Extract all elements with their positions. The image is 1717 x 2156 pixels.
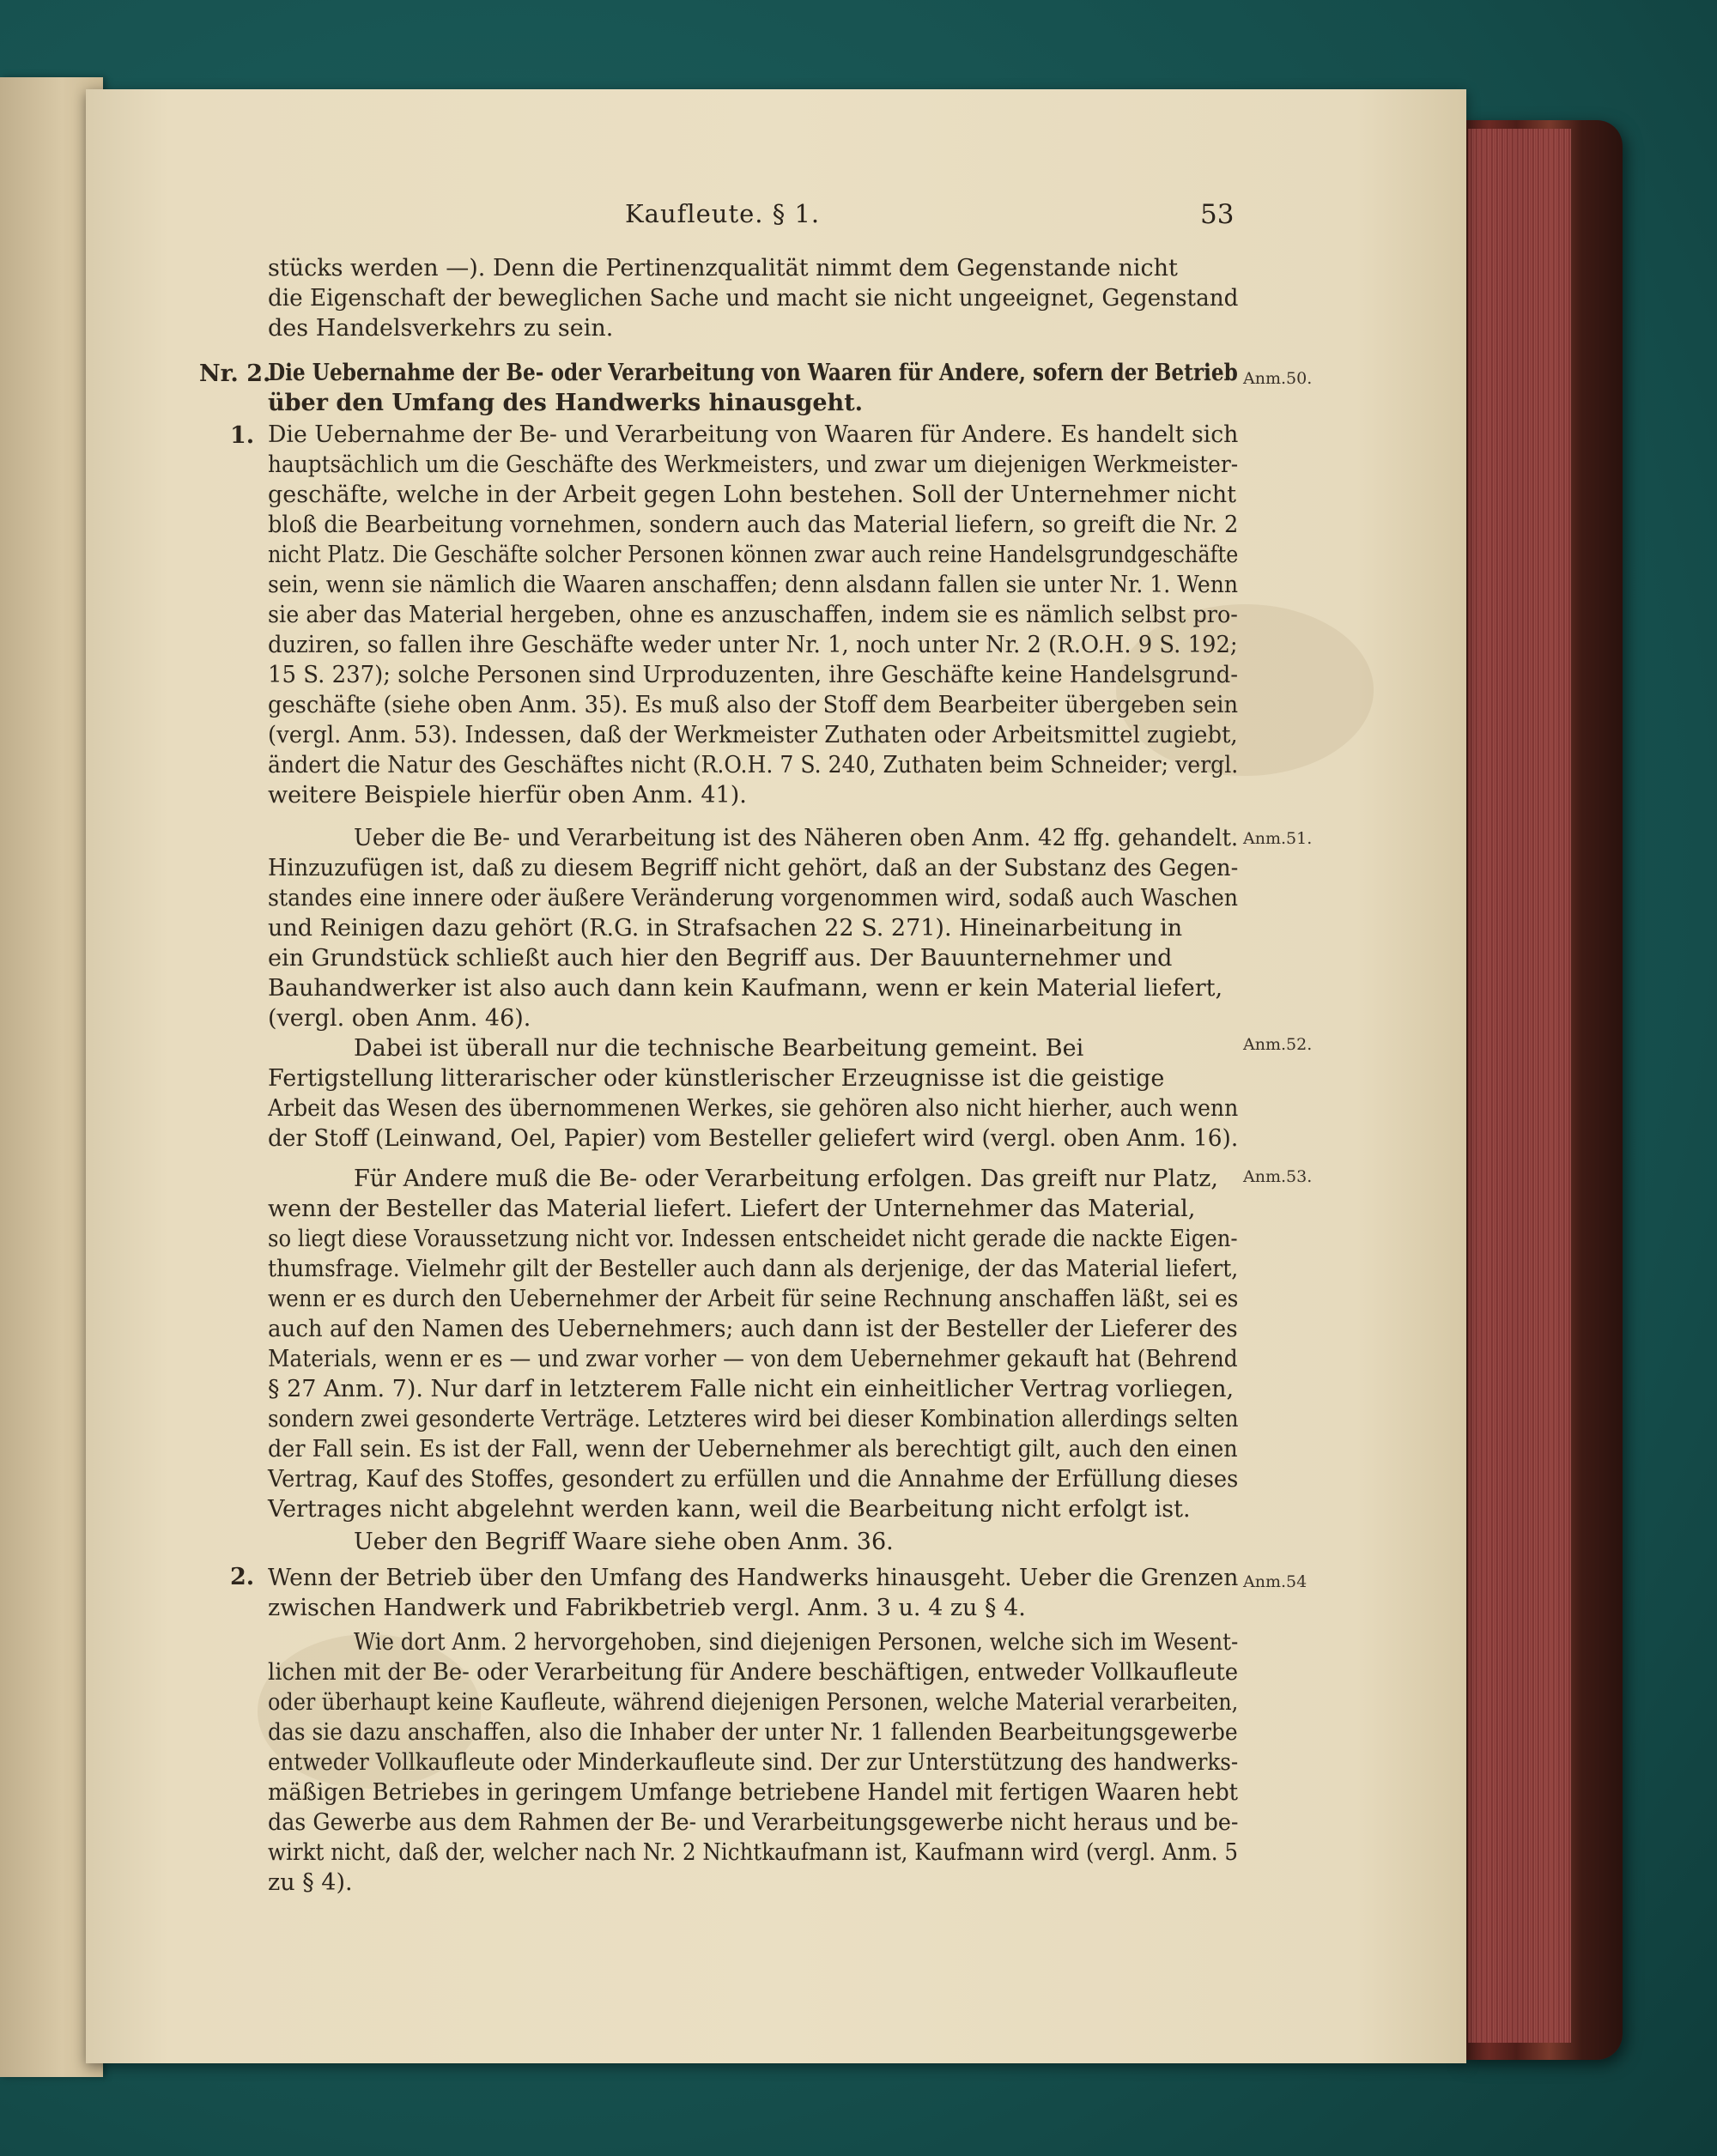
text-line: (vergl. oben Anm. 46). [268,1005,531,1032]
text-line: Wenn der Betrieb über den Umfang des Handwerks hinausgeht. Ueber die Grenzen [268,1565,1239,1591]
text-line: weitere Beispiele hierfür oben Anm. 41). [268,782,747,808]
text-line: entweder Vollkaufleute oder Minderkaufleute sind. Der zur Unterstützung des handwerks- [268,1749,1239,1776]
running-head: Kaufleute. § 1. [625,199,821,228]
text-line: Wie dort Anm. 2 hervorgehoben, sind diejenigen Personen, welche sich im Wesent- [354,1629,1239,1656]
text-line: standes eine innere oder äußere Veränderung vorgenommen wird, sodaß auch Waschen [268,885,1239,911]
text-line: Vertrag, Kauf des Stoffes, gesondert zu erfüllen und die Annahme der Erfüllung dieses [268,1466,1239,1493]
text-line: wenn der Besteller das Material liefert. Liefert der Unternehmer das Material, [268,1196,1196,1222]
text-line: Hinzuzufügen ist, daß zu diesem Begriff nicht gehört, daß an der Substanz des Gegen- [268,855,1239,881]
text-line: 15 S. 237); solche Personen sind Urproduzenten, ihre Geschäfte keine Handelsgrund- [268,662,1239,688]
text-line: und Reinigen dazu gehört (R.G. in Strafsachen 22 S. 271). Hineinarbeitung in [268,915,1183,942]
text-line: hauptsächlich um die Geschäfte des Werkmeisters, und zwar um diejenigen Werkmeister- [268,451,1239,478]
text-line: stücks werden —). Denn die Pertinenzqualität nimmt dem Gegenstande nicht [268,255,1178,282]
text-line: zu § 4). [268,1869,353,1896]
text-line: wirkt nicht, daß der, welcher nach Nr. 2 Nichtkaufmann ist, Kaufmann wird (vergl. Anm. 5 [268,1839,1239,1866]
text-line: geschäfte, welche in der Arbeit gegen Lohn bestehen. Soll der Unternehmer nicht [268,481,1236,508]
text-line: ein Grundstück schließt auch hier den Begriff aus. Der Bauunternehmer und [268,945,1173,972]
margin-note: Anm.51. [1243,829,1313,848]
text-line: oder überhaupt keine Kaufleute, während diejenigen Personen, welche Material verarbeiten, [268,1689,1239,1716]
margin-note: Anm.52. [1243,1035,1313,1054]
text-line: des Handelsverkehrs zu sein. [268,315,614,342]
text-line: Bauhandwerker ist also auch dann kein Kaufmann, wenn er kein Material liefert, [268,975,1223,1002]
text-line: geschäfte (siehe oben Anm. 35). Es muß also der Stoff dem Bearbeiter übergeben sein [268,692,1239,718]
text-line: lichen mit der Be- oder Verarbeitung für Andere beschäftigen, entweder Vollkaufleute [268,1659,1239,1686]
text-line: Dabei ist überall nur die technische Bearbeitung gemeint. Bei [354,1035,1084,1062]
text-line: thumsfrage. Vielmehr gilt der Besteller auch dann als derjenige, der das Material liefert, [268,1256,1239,1282]
text-line: ändert die Natur des Geschäftes nicht (R.O.H. 7 S. 240, Zuthaten beim Schneider; vergl. [268,752,1239,778]
text-line: das sie dazu anschaffen, also die Inhaber der unter Nr. 1 fallenden Bearbeitungsgewerbe [268,1719,1238,1746]
text-line: über den Umfang des Handwerks hinausgeht. [268,390,864,416]
text-line: § 27 Anm. 7). Nur darf in letzterem Falle nicht ein einheitlicher Vertrag vorliegen, [268,1376,1235,1402]
section-number: 1. [230,422,255,449]
text-line: sondern zwei gesonderte Verträge. Letzteres wird bei dieser Kombination allerdings selten [268,1406,1239,1432]
text-line: so liegt diese Voraussetzung nicht vor. Indessen entscheidet nicht gerade die nackte Eigen- [268,1226,1238,1252]
text-line: sie aber das Material hergeben, ohne es anzuschaffen, indem sie es nämlich selbst pro- [268,602,1238,628]
text-line: bloß die Bearbeitung vornehmen, sondern auch das Material liefern, so greift die Nr. 2 [268,512,1239,538]
text-line: Für Andere muß die Be- oder Verarbeitung erfolgen. Das greift nur Platz, [354,1166,1218,1192]
text-line: Die Uebernahme der Be- oder Verarbeitung von Waaren für Andere, sofern der Betrieb [268,360,1238,386]
section-number: 2. [230,1564,255,1590]
text-line: (vergl. Anm. 53). Indessen, daß der Werkmeister Zuthaten oder Arbeitsmittel zugiebt, [268,722,1238,748]
text-line: zwischen Handwerk und Fabrikbetrieb vergl. Anm. 3 u. 4 zu § 4. [268,1595,1026,1621]
text-line: duziren, so fallen ihre Geschäfte weder unter Nr. 1, noch unter Nr. 2 (R.O.H. 9 S. 192; [268,632,1238,658]
text-line: das Gewerbe aus dem Rahmen der Be- und Verarbeitungsgewerbe nicht heraus und be- [268,1809,1239,1836]
text-line: der Stoff (Leinwand, Oel, Papier) vom Besteller geliefert wird (vergl. oben Anm. 16). [268,1125,1239,1152]
margin-note: Anm.50. [1243,369,1313,388]
text-line: Ueber die Be- und Verarbeitung ist des Näheren oben Anm. 42 ffg. gehandelt. [354,825,1239,851]
section-number: Nr. 2. [199,360,271,387]
text-line: mäßigen Betriebes in geringem Umfange betriebene Handel mit fertigen Waaren hebt [268,1779,1239,1806]
text-line: nicht Platz. Die Geschäfte solcher Personen können zwar auch reine Handelsgrundgeschäfte [268,542,1239,568]
margin-note: Anm.54 [1243,1572,1307,1591]
text-line: der Fall sein. Es ist der Fall, wenn der Uebernehmer als berechtigt gilt, auch den einen [268,1436,1238,1463]
text-line: Vertrages nicht abgelehnt werden kann, weil die Bearbeitung nicht erfolgt ist. [268,1496,1191,1523]
text-line: Die Uebernahme der Be- und Verarbeitung von Waaren für Andere. Es handelt sich [268,421,1239,448]
text-line: Arbeit das Wesen des übernommenen Werkes, sie gehören also nicht hierher, auch wenn [268,1095,1239,1122]
text-line: sein, wenn sie nämlich die Waaren anschaffen; denn alsdann fallen sie unter Nr. 1. Wenn [268,572,1238,598]
text-line: die Eigenschaft der beweglichen Sache und macht sie nicht ungeeignet, Gegenstand [268,285,1239,312]
page-number: 53 [1200,199,1235,230]
text-line: Fertigstellung litterarischer oder künstlerischer Erzeugnisse ist die geistige [268,1065,1165,1092]
margin-note: Anm.53. [1243,1167,1313,1186]
text-line: auch auf den Namen des Uebernehmers; auch dann ist der Besteller der Lieferer des [268,1316,1238,1342]
text-line: wenn er es durch den Uebernehmer der Arbeit für seine Rechnung anschaffen läßt, sei es [268,1286,1239,1312]
text-line: Ueber den Begriff Waare siehe oben Anm. 36. [354,1529,894,1555]
text-line: Materials, wenn er es — und zwar vorher — von dem Uebernehmer gekauft hat (Behrend [268,1346,1238,1372]
